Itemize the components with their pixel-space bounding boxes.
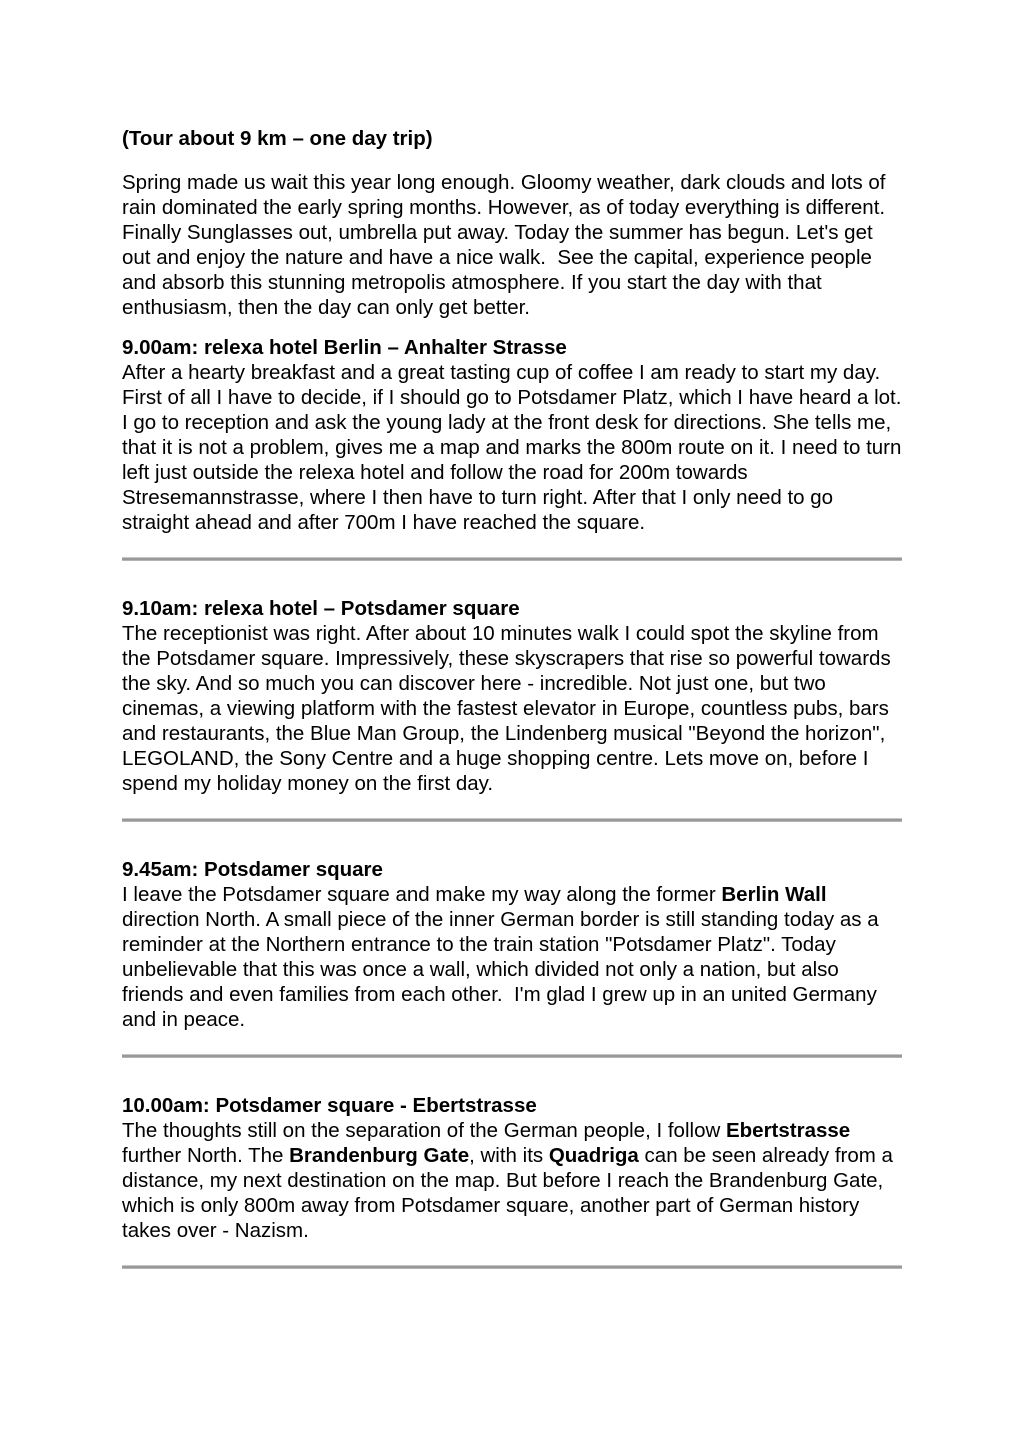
bold-text-run: Quadriga: [548, 1144, 639, 1167]
section-heading: 9.45am: Potsdamer square: [122, 858, 383, 881]
text-run: can be seen already from a distance, my next destination on the map. But before I reach the Brandenburg Gate, which is only 800m away from Potsdamer square, another part of German history takes over - Nazism.: [122, 1144, 899, 1242]
section-paragraph: [122, 1118, 902, 1243]
section-divider: [122, 557, 902, 561]
section-heading: 9.00am: relexa hotel Berlin – Anhalter Strasse: [122, 336, 567, 359]
document-body: [122, 335, 908, 1269]
text-run: The receptionist was right. After about 10 minutes walk I could spot the skyline from the Potsdamer square. Impressively, these skyscrapers that rise so powerful towards the sky. And so much you can discover here - incredible. Not just one, but two cinemas, a viewing platform with the fastest elevator in Europe, countless pubs, bars and restaurants, the Blue Man Group, the Lindenberg musical "Beyond the horizon", LEGOLAND, the Sony Centre and a huge shopping centre. Lets move on, before I spend my holiday money on the first day.: [122, 622, 897, 795]
text-run: I leave the Potsdamer square and make my way along the former: [122, 883, 722, 906]
bold-text-run: Ebertstrasse: [725, 1119, 851, 1142]
bold-text-run: Berlin Wall: [721, 883, 827, 906]
section-paragraph: [122, 882, 902, 1032]
section-divider: [122, 1265, 902, 1269]
text-run: , with its: [469, 1144, 549, 1167]
section-heading: 10.00am: Potsdamer square - Ebertstrasse: [122, 1094, 537, 1117]
bold-text-run: Brandenburg Gate: [289, 1144, 470, 1167]
section-paragraph: [122, 621, 902, 796]
intro-paragraph: Spring made us wait this year long enough. Gloomy weather, dark clouds and lots of rain dominated the early spring months. However, as of today everything is different. Finally Sunglasses out, umbrella put away. Today the summer has begun. Let's get out and enjoy the nature and have a nice walk. See the capital, experience people and absorb this stunning metropolis atmosphere. If you start the day with that enthusiasm, then the day can only get better.: [122, 171, 892, 319]
section-heading: 9.10am: relexa hotel – Potsdamer square: [122, 597, 520, 620]
document-title: (Tour about 9 km – one day trip): [122, 127, 433, 150]
text-run: The thoughts still on the separation of the German people, I follow: [122, 1119, 726, 1142]
section-paragraph: [122, 360, 908, 535]
text-run: After a hearty breakfast and a great tasting cup of coffee I am ready to start my day. First of all I have to decide, if I should go to Potsdamer Platz, which I have heard a lot. I go to reception and ask the young lady at the front desk for directions. She tells me, that it is not a problem, gives me a map and marks the 800m route on it. I need to turn left just outside the relexa hotel and follow the road for 200m towards Stresemannstrasse, where I then have to turn right. After that I only need to go straight ahead and after 700m I have reached the square.: [122, 361, 908, 534]
text-run: further North. The: [122, 1119, 856, 1167]
section-divider: [122, 1054, 902, 1058]
text-run: direction North. A small piece of the inner German border is still standing today as a reminder at the Northern entrance to the train station "Potsdamer Platz". Today unbelievable that this was once a wall, which divided not only a nation, but also friends and even families from each other. I'm glad I grew up in an united Germany and in peace.: [122, 883, 885, 1031]
section-divider: [122, 818, 902, 822]
